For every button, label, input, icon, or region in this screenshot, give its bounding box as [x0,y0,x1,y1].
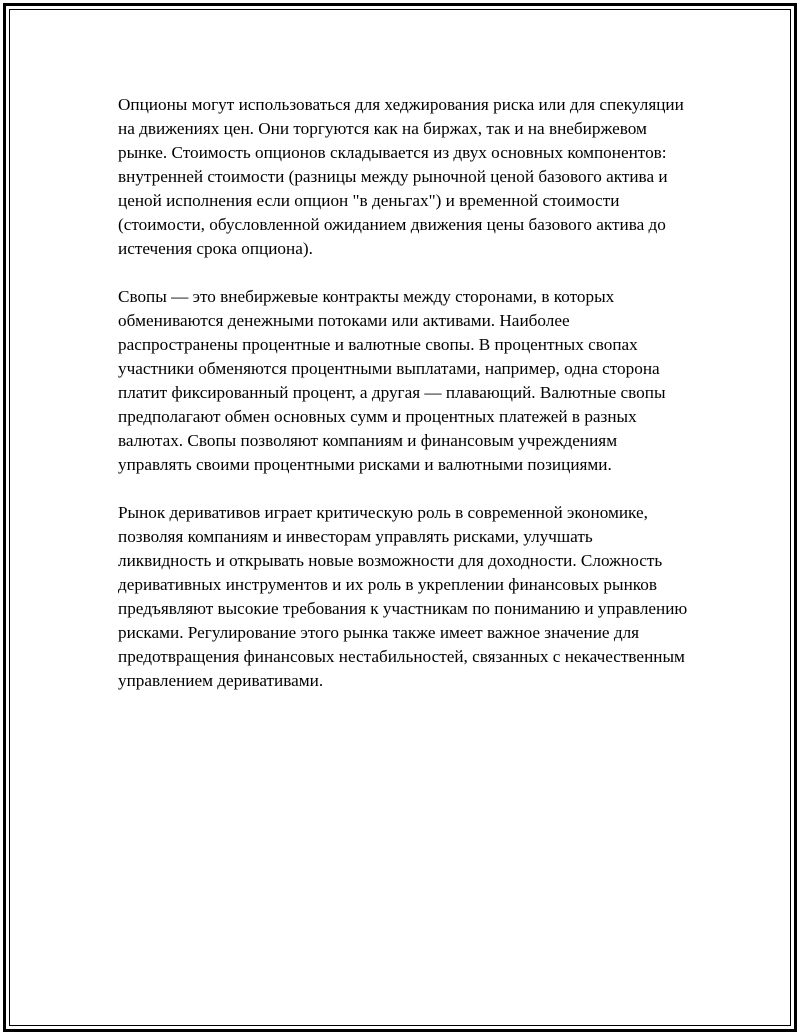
paragraph-derivatives-market: Рынок деривативов играет критическую роль в современной экономике, позволяя компаниям и инвесторам управлять рисками, улучшать ликвидность и открывать новые возможности для доходности. Сложность деривативных инструментов и их роль в укреплении финансовых рынков предъявляют высокие требования к участникам по пониманию и управлению рисками. Регулирование этого рынка также имеет важное значение для предотвращения финансовых нестабильностей, связанных с некачественным управлением деривативами. [118,503,688,690]
document-body [118,93,688,717]
paragraph-options: Опционы могут использоваться для хеджирования риска или для спекуляции на движениях цен. Они торгуются как на биржах, так и на внебиржевом рынке. Стоимость опционов складывается из двух основных компонентов: внутренней стоимости (разницы между рыночной ценой базового актива и ценой исполнения если опцион "в деньгах") и временной стоимости (стоимости, обусловленной ожиданием движения цены базового актива до истечения срока опциона). [118,95,684,258]
paragraph-swaps: Свопы — это внебиржевые контракты между сторонами, в которых обмениваются денежными потоками или активами. Наиболее распространены процентные и валютные свопы. В процентных свопах участники обменяются процентными выплатами, например, одна сторона платит фиксированный процент, а другая — плавающий. Валютные свопы предполагают обмен основных сумм и процентных платежей в разных валютах. Свопы позволяют компаниям и финансовым учреждениям управлять своими процентными рисками и валютными позициями. [118,287,666,474]
